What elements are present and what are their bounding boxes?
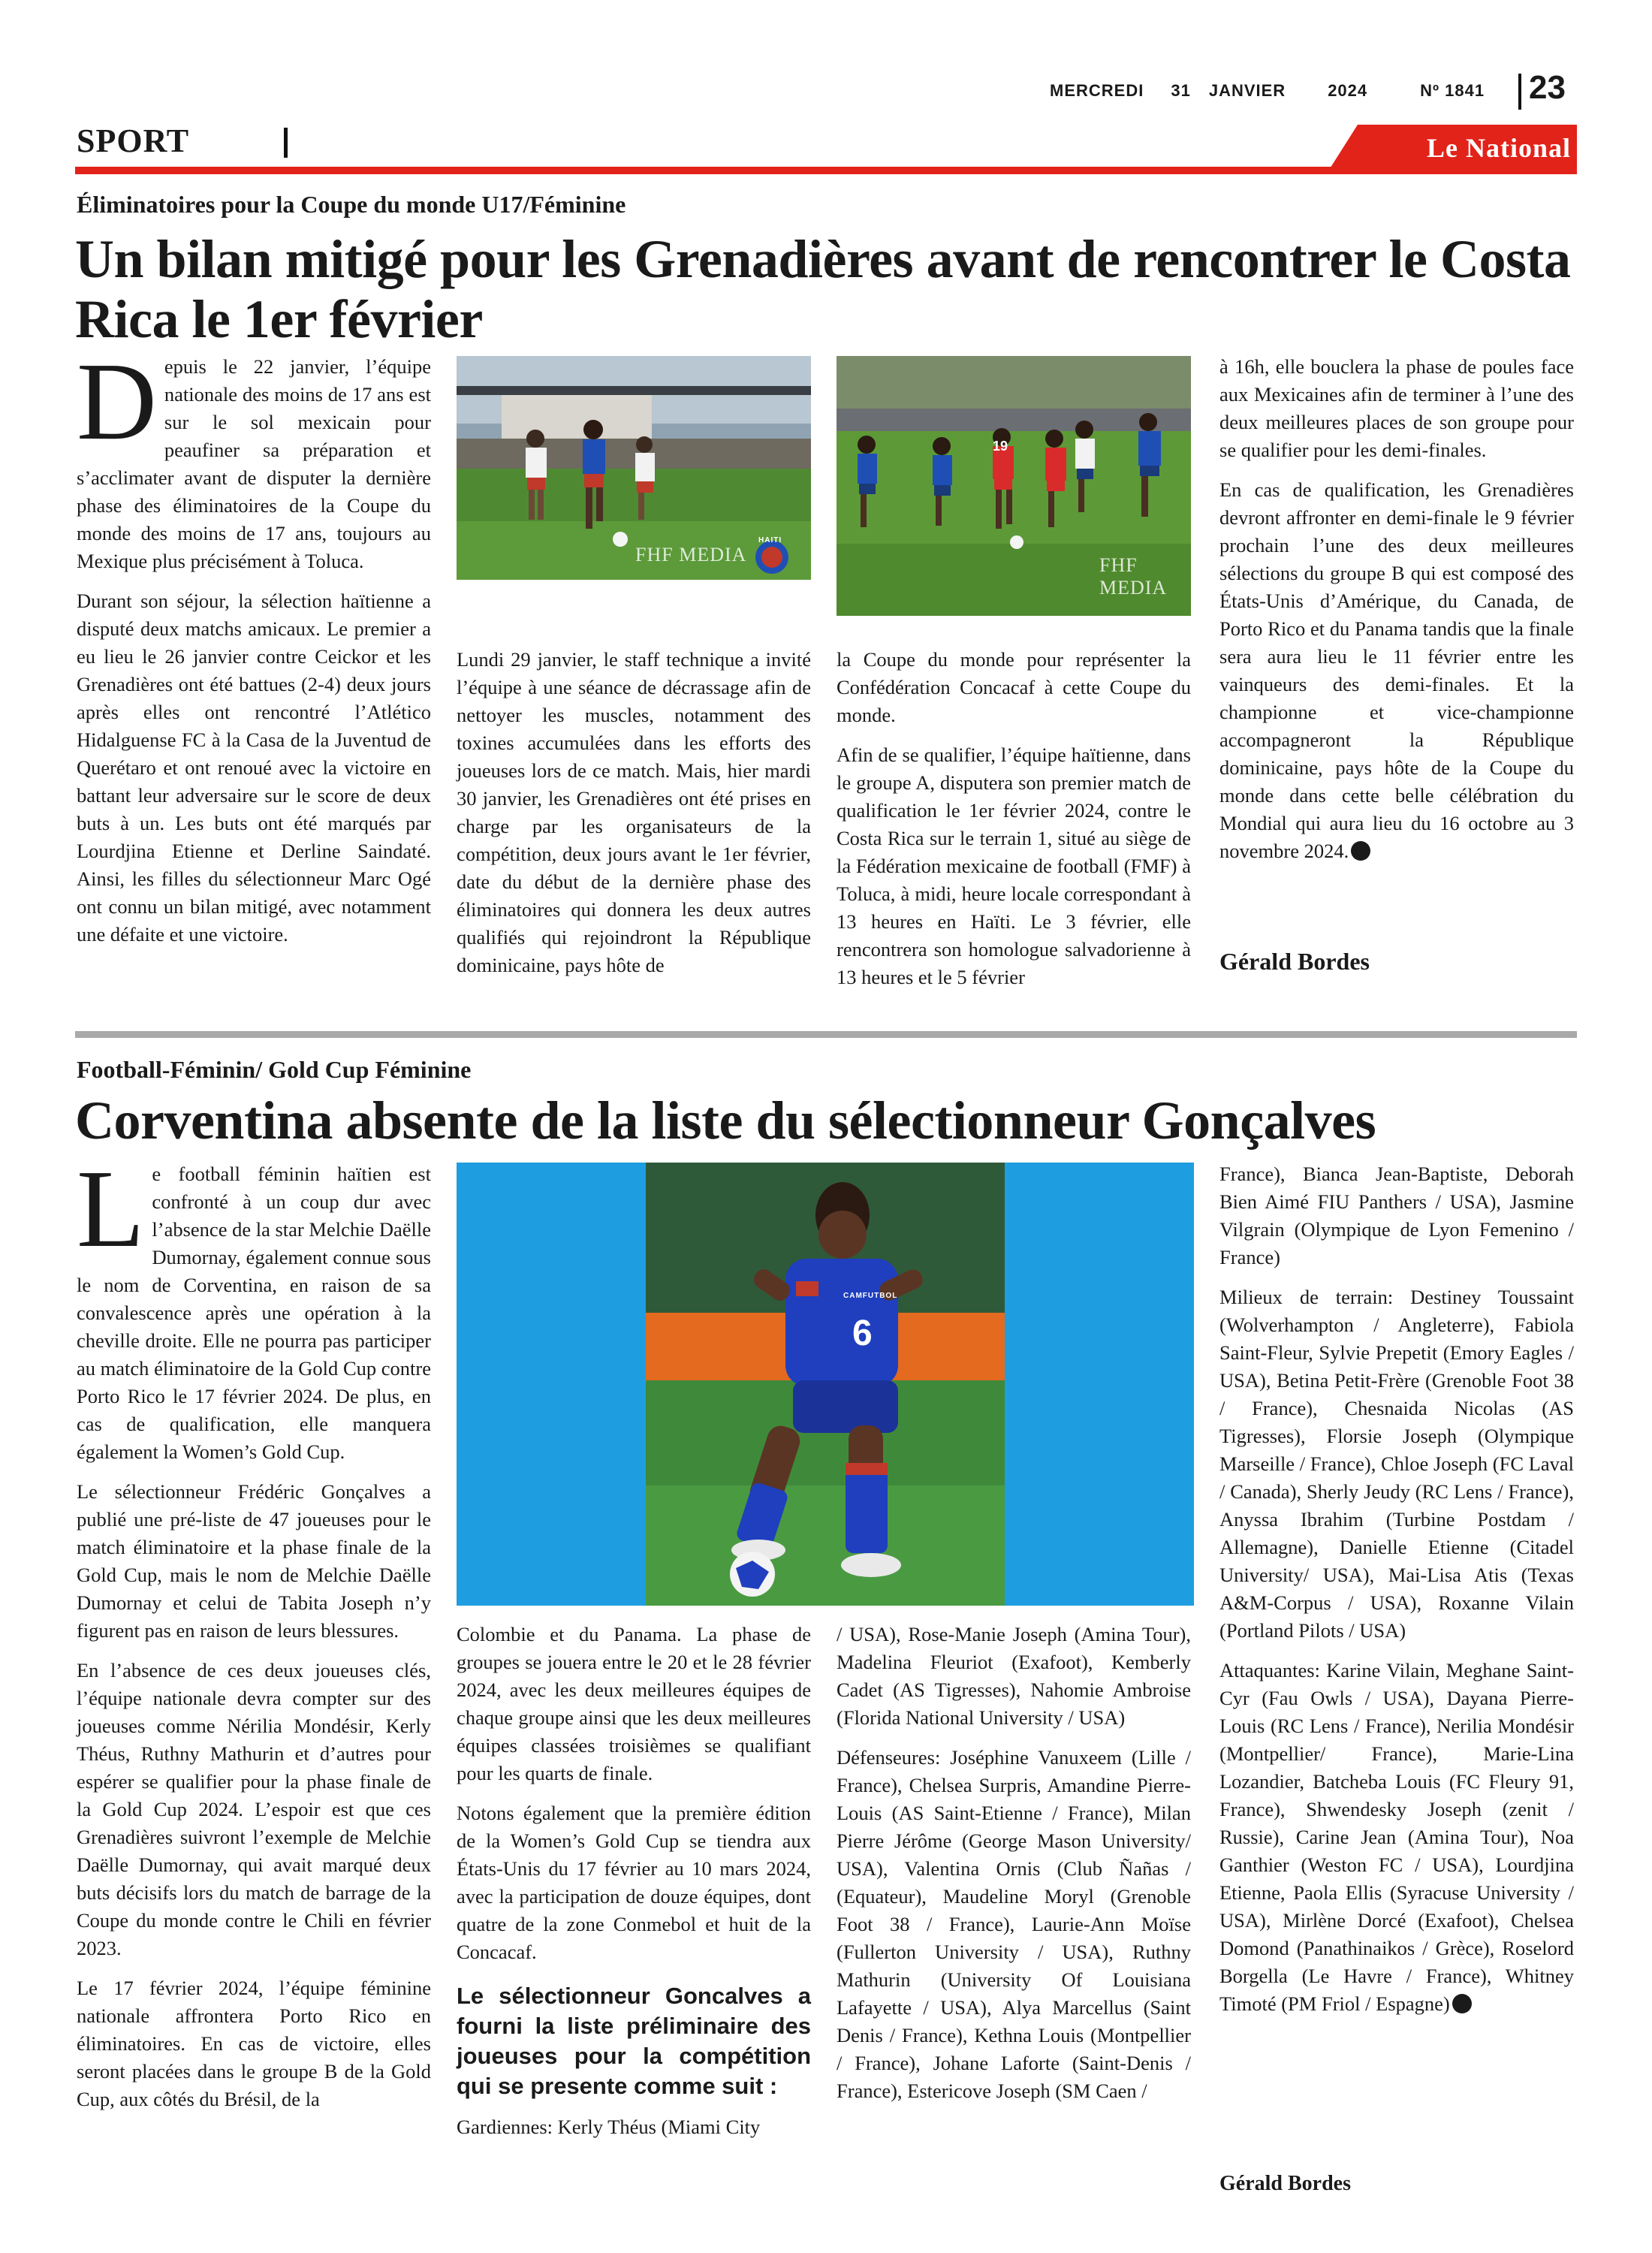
article1-column-1: [77, 340, 431, 961]
article1-paragraph: à 16h, elle bouclera la phase de poules face aux Mexicaines afin de terminer à l’une des deux meilleures places de son groupe pour se qualifier pour les demi-finales.: [1219, 355, 1574, 461]
article2-paragraph: [77, 1148, 431, 1466]
article2-photo: [457, 1163, 1194, 1606]
article1-paragraph: Afin de se qualifier, l’équipe haïtienne, dans le groupe A, disputera son premier match de qualification le 1er février 2024, contre le Costa Rica sur le terrain 1, situé au siège de la Fédération mexicaine de football (FMF) à Toluca, à midi, heure locale correspondant à 13 heures en Haïti. Le 3 février, elle rencontrera son homologue salvadorienne à 13 heures et le 5 février: [837, 743, 1191, 988]
article2-paragraph: Notons également que la première édition de la Women’s Gold Cup se tiendra aux États-Unis du 17 février au 10 mars 2024, avec la participation de douze équipes, dont quatre de la zone Conmebol et huit de la Concacaf.: [457, 1802, 811, 1963]
article1-column-4: [1219, 353, 1574, 877]
article2-kicker: Football-Féminin/ Gold Cup Féminine: [77, 1056, 472, 1083]
article2-paragraph: / USA), Rose-Manie Joseph (Amina Tour), Madelina Fleuriot (Exafoot), Kemberly Cadet (AS Tigresses), Nahomie Ambroise (Florida National University / USA): [837, 1623, 1191, 1729]
paragraph-text: e football féminin haïtien est confronté à un coup dur avec l’absence de la star Melchie Daëlle Dumornay, également connue sous le nom de Corventina, en raison de sa convalescence après une opération à la cheville droite. Elle ne pourra pas participer au match éliminatoire de la Gold Cup contre Porto Rico le 17 février 2024. De plus, en cas de qualification, elle manquera également la Women’s Gold Cup.: [77, 1163, 431, 1463]
article1-paragraph: Durant son séjour, la sélection haïtienne a disputé deux matchs amicaux. Le premier a eu lieu le 26 janvier contre Ceickor et les Grenadières ont été battues (2-4) deux jours après elles ont rencontré l’Atlético Hidalguense FC à la Casa de la Juventud de Querétaro et ont renoué avec la victoire en battant leur adversaire sur le score de deux buts à un. Les buts ont été marqués par Lourdjina Etienne et Derline Saindaté. Ainsi, les filles du sélectionneur Marc Ogé ont connu un bilan mitigé, avec notamment une défaite et une victoire.: [77, 590, 431, 946]
federation-badge-label: HAITI: [758, 536, 782, 544]
article2-paragraph: En l’absence de ces deux joueuses clés, l’équipe nationale devra compter sur des joueuses comme Nérilia Mondésir, Kerly Théus, Ruthny Mathurin et d’autres pour espérer se qualifier pour la phase finale de la Gold Cup 2024. L’espoir est que ces Grenadières suivront l’exemple de Melchie Daëlle Dumornay, qui avait marqué deux buts décisifs lors du match de barrage de la Coupe du monde contre le Chili en février 2023.: [77, 1659, 431, 1959]
article2-paragraph: France), Bianca Jean-Baptiste, Deborah Bien Aimé FIU Panthers / USA), Jasmine Vilgrain (Olympique de Lyon Femenino / France): [1219, 1163, 1574, 1268]
end-of-article-icon: [1452, 1994, 1472, 2013]
page-number: 23: [1529, 69, 1566, 106]
issue-number: Nº 1841: [1420, 81, 1485, 100]
article1-column-2: [457, 646, 811, 991]
article1-paragraph: [77, 340, 431, 575]
photo-credit: FHF MEDIA: [1099, 554, 1168, 599]
article2-paragraph: [1219, 1657, 1574, 2018]
article2-paragraph: Défenseures: Joséphine Vanuxeem (Lille / France), Chelsea Surpris, Amandine Pierre-Louis (AS Saint-Etienne / France), Milan Pierre Jérôme (George Mason University/ USA), Valentina Ornis (Club Ñañas / (Equateur), Maudeline Moryl (Grenoble Foot 38 / France), Laurie-Ann Moïse (Fullerton University / USA), Ruthny Mathurin (University Of Louisiana Lafayette / USA), Alya Marcellus (Saint Denis / France), Kethna Louis (Montpellier / France), Johane Laforte (Saint-Denis / France), Estericove Joseph (SM Caen /: [837, 1746, 1191, 2102]
article1-photo-2: [837, 356, 1191, 616]
article2-paragraph: Le 17 février 2024, l’équipe féminine nationale affrontera Porto Rico en éliminatoires. En cas de victoire, elles seront placées dans le groupe B de la Gold Cup, aux côtés du Brésil, de la: [77, 1977, 431, 2110]
article-divider: [75, 1031, 1577, 1038]
article2-paragraph: Le sélectionneur Frédéric Gonçalves a publié une pré-liste de 47 joueuses pour le match éliminatoire et la phase finale de la Gold Cup, mais le nom de Melchie Daëlle Dumornay et celui de Tabita Joseph n’y figurent pas en raison de leurs blessures.: [77, 1480, 431, 1642]
match-photo-illustration: [457, 356, 811, 580]
section-separator: [284, 128, 288, 158]
article1-paragraph: Lundi 29 janvier, le staff technique a invité l’équipe à une séance de décrassage afin de nettoyer les muscles, notamment des toxines accumulées dans les efforts des joueuses lors de ce match. Mais, hier mardi 30 janvier, les Grenadières ont été prises en charge par les organisateurs de la compétition, deux jours avant le 1er février, date du début de la dernière phase des éliminatoires qui donnera les deux autres qualifiés qui rejoindront la République dominicaine, pays hôte de: [457, 648, 811, 976]
jersey-number: 6: [852, 1313, 873, 1353]
article2-column-2: [457, 1621, 811, 2153]
article1-kicker: Éliminatoires pour la Coupe du monde U17/Féminine: [77, 191, 626, 218]
brand-name: Le National: [1426, 133, 1571, 163]
article2-column-4: [1219, 1160, 1574, 2030]
dateline: [1050, 81, 1485, 101]
article2-subheading: Le sélectionneur Goncalves a fourni la liste préliminaire des joueuses pour la compétition qui se presente comme suit :: [457, 1983, 811, 2099]
article2-paragraph: Colombie et du Panama. La phase de groupes se jouera entre le 20 et le 28 février 2024, avec les deux meilleures équipes de chaque groupe ainsi que les deux meilleures équipes classées troisièmes se qualifiant pour les quarts de finale.: [457, 1623, 811, 1784]
header-rule: [75, 167, 1577, 174]
article2-paragraph: Milieux de terrain: Destiney Toussaint (Wolverhampton / Angleterre), Fabiola Saint-Fleur, Sylvie Prepetit (Emory Eagles / USA), Betina Petit-Frère (Grenoble Foot 38 / France), Chesnaida Nicolas (AS Tigresses), Florsie Joseph (Olympique Marseille / France), Chloe Joseph (FC Laval / Canada), Sherly Jeudy (RC Lens / France), Anyssa Ibrahim (Turbine Postdam / Allemagne), Danielle Etienne (Citadel University/ USA), Mai-Lisa Atis (Texas A&M-Corpus / USA), Roxanne Vilain (Portland Pilots / USA): [1219, 1286, 1574, 1642]
article1-column-3: [837, 646, 1191, 1003]
article1-paragraph: la Coupe du monde pour représenter la Confédération Concacaf à cette Coupe du monde.: [837, 648, 1191, 726]
article2-byline: Gérald Bordes: [1219, 2172, 1351, 2195]
dropcap: D: [77, 340, 157, 463]
article2-headline: Corventina absente de la liste du sélectionneur Gonçalves: [75, 1090, 1376, 1151]
paragraph-text: En cas de qualification, les Grenadières devront affronter en demi-finale le 9 février prochain l’une des deux meilleures sélections du groupe B qui est composé des États-Unis d’Amérique, du Canada, de Porto Rico et du Panama tandis que la finale sera aura lieu le 11 février entre les vainqueurs des demi-finales. Et la championne et vice-championne accompagneront la République dominicaine, pays hôte de la Coupe du monde dans cette belle célébration du Mondial qui aura lieu du 16 octobre au 3 novembre 2024.: [1219, 478, 1574, 862]
article1-paragraph: [1219, 476, 1574, 865]
paragraph-text: epuis le 22 janvier, l’équipe nationale des moins de 17 ans est sur le sol mexicain pour peaufiner sa préparation et s’acclimater avant de disputer la dernière phase des éliminatoires de la Coupe du monde des moins de 17 ans, toujours au Mexique plus précisément à Toluca.: [77, 355, 431, 572]
dropcap: L: [77, 1148, 145, 1271]
page-number-separator: [1518, 74, 1521, 110]
end-of-article-icon: [1351, 841, 1370, 861]
section-title: SPORT: [77, 122, 190, 159]
date-number: 31: [1171, 81, 1191, 100]
jersey-number: 19: [993, 439, 1008, 454]
paragraph-text: Attaquantes: Karine Vilain, Meghane Saint-Cyr (Fau Owls / USA), Dayana Pierre-Louis (RC Lens / France), Nerilia Mondésir (Montpellier/ France), Marie-Lina Lozandier, Batcheba Louis (FC Fleury 91, France), Shwendesky Joseph (zenit / Russie), Carine Jean (Amina Tour), Noa Ganthier (Weston FC / USA), Lourdjina Etienne, Paola Ellis (Syracuse University / USA), Mirlène Dorcé (Exafoot), Chelsea Domond (Panathinaikos / Grèce), Roselord Borgella (Le Havre / France), Whitney Timoté (PM Friol / Espagne): [1219, 1659, 1574, 2015]
article1-photo-1: [457, 356, 811, 580]
date-year: 2024: [1328, 81, 1368, 100]
jersey-sponsor: CAMFUTBOL: [843, 1292, 898, 1300]
article2-column-3: [837, 1621, 1191, 2117]
article2-column-1: [77, 1148, 431, 2125]
article2-paragraph: Gardiennes: Kerly Théus (Miami City: [457, 2116, 761, 2138]
photo-credit: FHF MEDIA: [635, 544, 747, 566]
article1-byline: Gérald Bordes: [1219, 948, 1370, 975]
player-photo-illustration: [646, 1163, 1005, 1606]
article1-headline: Un bilan mitigé pour les Grenadières avant de rencontrer le Costa Rica le 1er février: [75, 229, 1571, 349]
date-month: JANVIER: [1208, 81, 1286, 100]
date-day: MERCREDI: [1050, 81, 1144, 100]
